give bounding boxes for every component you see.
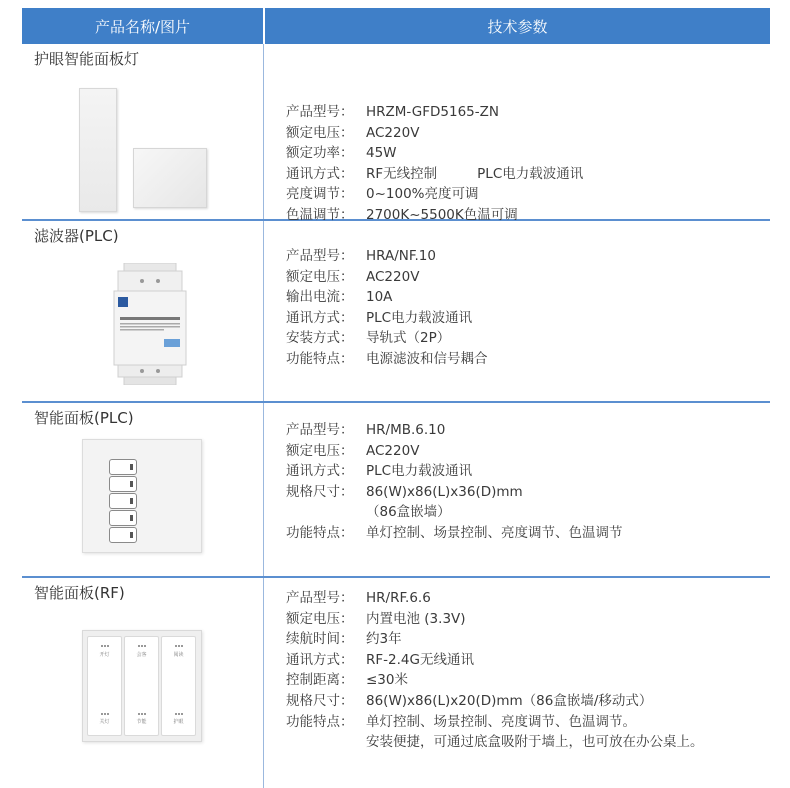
spec-line [286, 184, 583, 205]
smart-panel-rf-image [82, 630, 202, 742]
spec-line [286, 712, 704, 733]
spec-line [286, 328, 488, 349]
panel-key [109, 527, 137, 543]
spec-label: 额定电压： [286, 442, 354, 459]
rf-button [124, 636, 159, 736]
indicator-dots [175, 713, 183, 717]
spec-value: AC220V [366, 442, 420, 459]
spec-line [286, 441, 623, 462]
spec-label: 功能特点： [286, 350, 354, 367]
spec-value: 45W [366, 145, 397, 162]
spec-line [286, 102, 583, 123]
spec-line [286, 482, 623, 503]
rf-button-label: 会客 [136, 652, 147, 658]
spec-line [286, 523, 623, 544]
smart-panel-plc-image [82, 439, 202, 553]
spec-label: 亮度调节： [286, 186, 354, 203]
product-cell [22, 44, 264, 219]
spec-label: 产品型号： [286, 104, 354, 120]
spec-cell [264, 221, 770, 401]
spec-line [286, 691, 704, 712]
spec-list [286, 246, 488, 370]
spec-value: 86(W)x86(L)x36(D)mm [366, 483, 523, 500]
spec-list [286, 420, 623, 544]
spec-label: 通讯方式： [286, 309, 354, 326]
spec-line [286, 629, 704, 650]
spec-value: 0~100%亮度可调 [366, 186, 479, 203]
table-row [22, 221, 770, 403]
product-cell [22, 221, 264, 401]
spec-label: 通讯方式： [286, 651, 354, 668]
spec-line [286, 123, 583, 144]
spec-value-secondary: PLC电力载波通讯 [477, 165, 584, 182]
spec-label: 产品型号： [286, 248, 354, 264]
spec-value: HR/MB.6.10 [366, 422, 446, 438]
spec-table [22, 8, 770, 788]
rf-button [87, 636, 122, 736]
product-name: 智能面板(PLC) [34, 409, 134, 427]
spec-list [286, 588, 704, 753]
header-tech-params: 技术参数 [487, 17, 548, 36]
spec-label: 额定电压： [286, 610, 354, 627]
spec-value: 86(W)x86(L)x20(D)mm（86盒嵌墙/移动式） [366, 692, 653, 709]
rf-button-label: 节能 [136, 719, 147, 725]
indicator-dots [101, 645, 109, 649]
spec-value: 2700K~5500K色温可调 [366, 206, 518, 223]
spec-label: 额定功率： [286, 145, 354, 162]
rf-button-label: 护眼 [173, 719, 184, 725]
spec-label: 功能特点： [286, 524, 354, 541]
table-row [22, 44, 770, 221]
spec-label: 安装方式： [286, 330, 354, 347]
panel-key [109, 510, 137, 526]
spec-line [286, 349, 488, 370]
spec-line [286, 670, 704, 691]
rf-button-label: 阅读 [173, 652, 184, 658]
spec-value: HRZM-GFD5165-ZN [366, 104, 499, 120]
spec-cell [264, 578, 770, 788]
spec-value: PLC电力载波通讯 [366, 463, 473, 480]
spec-value: RF无线控制 [366, 165, 438, 182]
indicator-dots [138, 645, 146, 649]
product-name: 智能面板(RF) [34, 584, 125, 602]
table-row [22, 578, 770, 788]
indicator-dots [138, 713, 146, 717]
spec-value: 导轨式（2P） [366, 330, 451, 347]
spec-line [286, 461, 623, 482]
spec-line [286, 267, 488, 288]
panel-key [109, 476, 137, 492]
panel-key [109, 459, 137, 475]
spec-value: 内置电池 (3.3V) [366, 610, 466, 627]
spec-line [286, 287, 488, 308]
filter-device-svg [112, 263, 188, 385]
spec-label: 通讯方式： [286, 463, 354, 480]
rf-button [161, 636, 196, 736]
spec-value: 10A [366, 289, 393, 306]
spec-value: RF-2.4G无线通讯 [366, 651, 474, 668]
spec-line [286, 143, 583, 164]
spec-line [286, 164, 583, 185]
rf-button-label: 关灯 [99, 719, 110, 725]
spec-continuation: 安装便捷，可通过底盒吸附于墙上，也可放在办公桌上。 [366, 734, 704, 751]
panel-light-long-image [79, 88, 117, 212]
spec-label: 额定电压： [286, 124, 354, 141]
spec-label: 通讯方式： [286, 165, 354, 182]
header-product-name-image: 产品名称/图片 [22, 8, 265, 44]
spec-label: 额定电压： [286, 268, 354, 285]
filter-device-image [112, 263, 188, 385]
spec-label: 产品型号： [286, 590, 354, 606]
spec-list [286, 102, 583, 226]
spec-line [286, 609, 704, 630]
spec-label: 续航时间： [286, 631, 354, 648]
product-cell [22, 403, 264, 576]
spec-line [286, 588, 704, 609]
spec-value: 单灯控制、场景控制、亮度调节、色温调节 [366, 524, 623, 541]
spec-line [286, 420, 623, 441]
spec-value: 单灯控制、场景控制、亮度调节、色温调节。 [366, 713, 636, 730]
spec-line [286, 246, 488, 267]
product-name: 滤波器(PLC) [34, 227, 119, 245]
spec-line [286, 308, 488, 329]
panel-light-square-image [133, 148, 207, 208]
spec-line [286, 502, 623, 523]
spec-value: HR/RF.6.6 [366, 590, 431, 606]
spec-label: 输出电流： [286, 289, 354, 306]
spec-value: AC220V [366, 124, 420, 141]
spec-value: HRA/NF.10 [366, 248, 436, 264]
spec-cell [264, 403, 770, 576]
spec-line [286, 650, 704, 671]
spec-value: （86盒嵌墙） [366, 504, 451, 521]
product-cell [22, 578, 264, 788]
spec-label: 功能特点： [286, 713, 354, 730]
spec-label: 规格尺寸： [286, 692, 354, 709]
spec-label: 控制距离： [286, 672, 354, 689]
table-header [22, 8, 770, 44]
spec-label [286, 502, 366, 523]
spec-label: 产品型号： [286, 422, 354, 438]
indicator-dots [175, 645, 183, 649]
product-name: 护眼智能面板灯 [34, 50, 140, 68]
rf-button-label: 开灯 [99, 652, 110, 658]
spec-label: 色温调节： [286, 206, 354, 223]
panel-key [109, 493, 137, 509]
spec-value: ≤30米 [366, 672, 408, 689]
spec-value: 电源滤波和信号耦合 [366, 350, 488, 367]
spec-cell [264, 44, 770, 223]
spec-value: AC220V [366, 268, 420, 285]
table-row [22, 403, 770, 578]
spec-label: 规格尺寸： [286, 483, 354, 500]
spec-value: PLC电力载波通讯 [366, 309, 473, 326]
spec-value: 约3年 [366, 631, 402, 648]
indicator-dots [101, 713, 109, 717]
